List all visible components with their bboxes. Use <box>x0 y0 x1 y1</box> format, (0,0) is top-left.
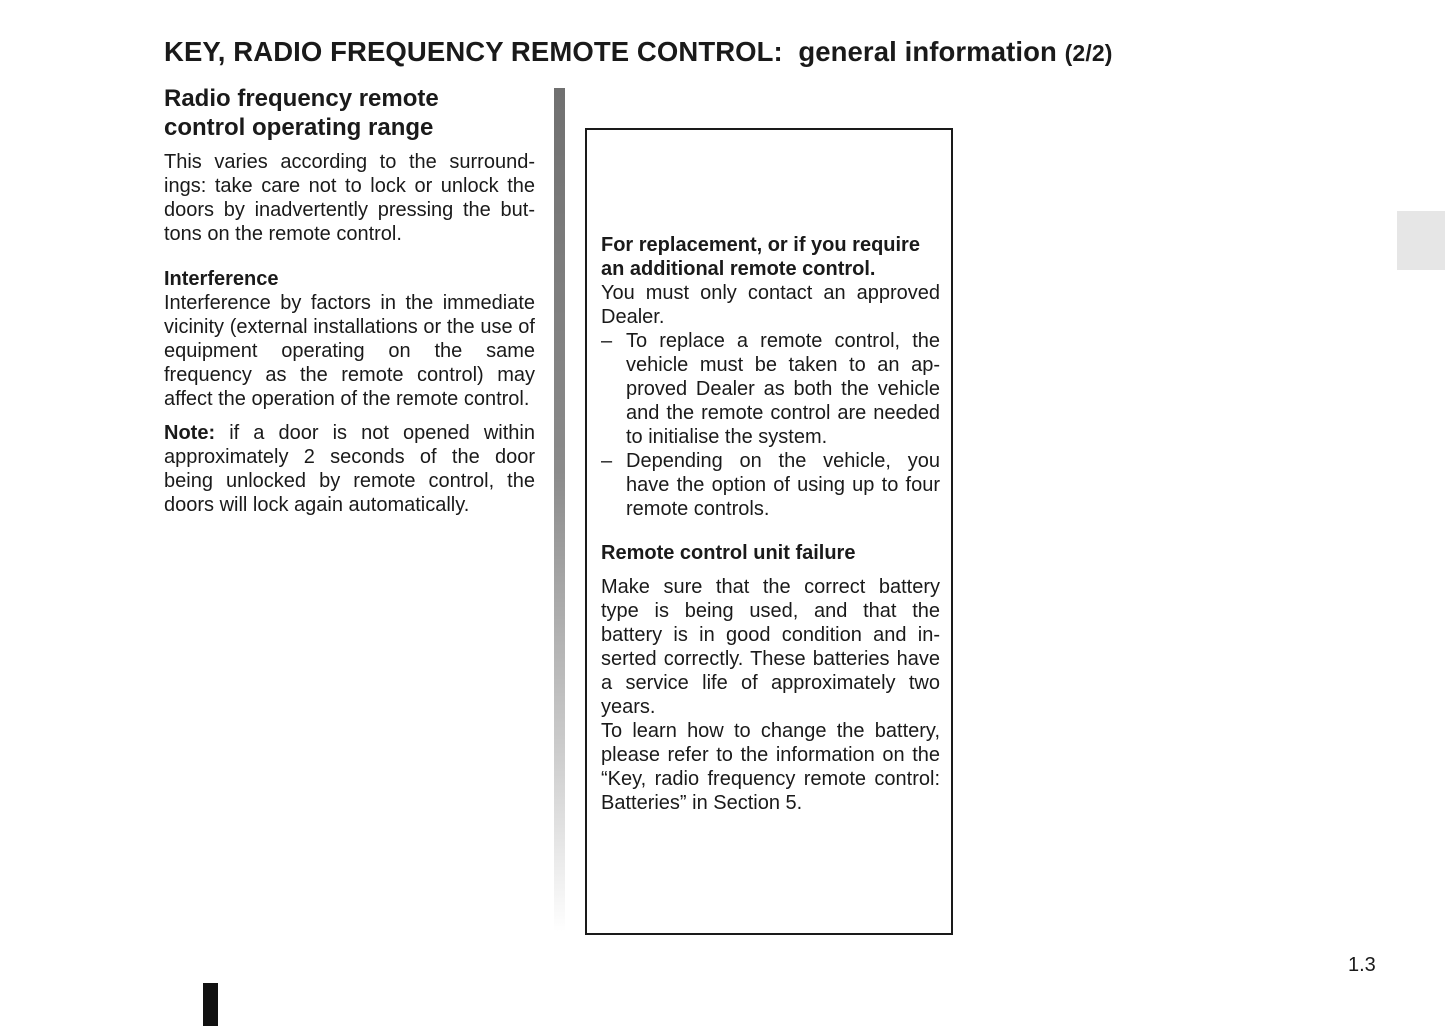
edge-marker <box>203 983 218 1026</box>
list-item <box>601 329 940 449</box>
section-heading <box>164 84 535 142</box>
page-title-main: KEY, RADIO FREQUENCY REMOTE CONTROL: <box>164 36 783 67</box>
dealer-intro: You must only contact an approved Dealer. <box>601 282 940 328</box>
page-title <box>164 34 1264 71</box>
section-heading-line1: Radio frequency remote <box>164 85 439 112</box>
page-counter: (2/2) <box>1064 40 1113 66</box>
list-item <box>601 449 940 521</box>
section-tab-marker <box>1397 211 1445 270</box>
interference-heading: Interference <box>164 268 279 290</box>
page-title-sub: general information <box>798 36 1057 67</box>
left-column <box>164 84 535 517</box>
list-item-text: Depending on the vehicle, you have the option of using up to four remote controls. <box>626 450 940 520</box>
section-heading-line2: control operating range <box>164 114 434 141</box>
failure-paragraph: Make sure that the correct battery type is being used, and that the battery is in good condition and inserted correctly. These batteries have a service life of approximately two years. <box>601 576 940 718</box>
dash-marker: – <box>601 330 613 352</box>
note-paragraph <box>164 421 535 517</box>
column-divider <box>554 88 565 932</box>
dash-marker: – <box>601 450 613 472</box>
interference-paragraph: Interference by factors in the immediate vicinity (external installations or the use of equipment operating on the same frequency as the remote control) may affect the operation of the remote control. <box>164 292 535 410</box>
list-item-text: To replace a remote control, the vehicle must be taken to an approved Dealer as both the vehicle and the remote control are needed to initialise the system. <box>626 330 940 448</box>
note-text: if a door is not opened within approximately 2 seconds of the door being unlocked by remote control, the doors will lock again automatically. <box>164 422 535 516</box>
intro-paragraph: This varies according to the surroundings: take care not to lock or unlock the doors by inadvertently pressing the buttons on the remote control. <box>164 151 535 245</box>
page-number: 1.3 <box>1348 954 1376 976</box>
failure-heading: Remote control unit failure <box>601 542 856 564</box>
note-label: Note: <box>164 422 216 444</box>
info-box-content <box>601 233 940 815</box>
replacement-list <box>601 329 940 521</box>
battery-paragraph: To learn how to change the battery, please refer to the information on the “Key, radio frequency remote control: Batteries” in Section 5. <box>601 720 940 814</box>
replacement-heading: For replacement, or if you require an additional remote control. <box>601 234 920 280</box>
